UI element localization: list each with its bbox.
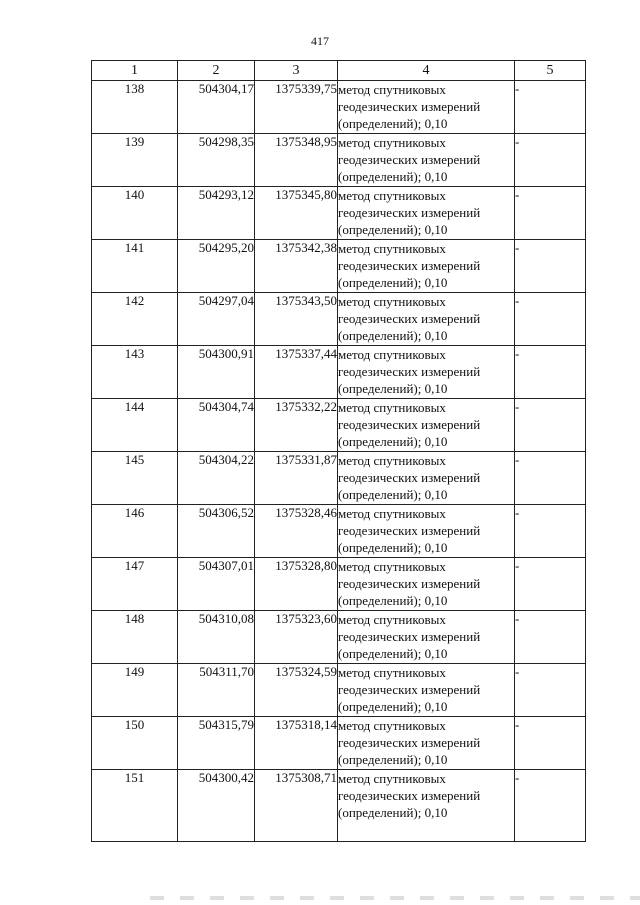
method-line: метод спутниковых bbox=[338, 400, 446, 415]
x-coordinate-cell: 504304,22 bbox=[178, 452, 255, 505]
note-cell: - bbox=[515, 558, 586, 611]
method-line: метод спутниковых bbox=[338, 82, 446, 97]
method-line: (определений); 0,10 bbox=[338, 169, 448, 184]
y-coordinate-cell: 1375318,14 bbox=[255, 717, 338, 770]
method-cell bbox=[338, 664, 515, 717]
point-number-cell: 147 bbox=[92, 558, 178, 611]
note-cell: - bbox=[515, 717, 586, 770]
point-number-cell: 142 bbox=[92, 293, 178, 346]
method-cell bbox=[338, 770, 515, 842]
y-coordinate-cell: 1375308,71 bbox=[255, 770, 338, 842]
method-cell bbox=[338, 240, 515, 293]
y-coordinate-cell: 1375328,80 bbox=[255, 558, 338, 611]
note-cell: - bbox=[515, 346, 586, 399]
point-number-cell: 139 bbox=[92, 134, 178, 187]
x-coordinate-cell: 504304,17 bbox=[178, 81, 255, 134]
table-row bbox=[92, 346, 586, 399]
note-cell: - bbox=[515, 134, 586, 187]
x-coordinate-cell: 504298,35 bbox=[178, 134, 255, 187]
method-line: геодезических измерений bbox=[338, 152, 481, 167]
y-coordinate-cell: 1375332,22 bbox=[255, 399, 338, 452]
y-coordinate-cell: 1375323,60 bbox=[255, 611, 338, 664]
point-number-cell: 150 bbox=[92, 717, 178, 770]
y-coordinate-cell: 1375328,46 bbox=[255, 505, 338, 558]
method-line: геодезических измерений bbox=[338, 523, 481, 538]
table-row bbox=[92, 399, 586, 452]
method-line: метод спутниковых bbox=[338, 559, 446, 574]
x-coordinate-cell: 504310,08 bbox=[178, 611, 255, 664]
method-line: (определений); 0,10 bbox=[338, 328, 448, 343]
method-line: (определений); 0,10 bbox=[338, 487, 448, 502]
x-coordinate-cell: 504304,74 bbox=[178, 399, 255, 452]
point-number-cell: 146 bbox=[92, 505, 178, 558]
point-number-cell: 141 bbox=[92, 240, 178, 293]
table-row bbox=[92, 452, 586, 505]
method-line: геодезических измерений bbox=[338, 99, 481, 114]
column-header-5: 5 bbox=[515, 61, 586, 81]
method-line: метод спутниковых bbox=[338, 241, 446, 256]
y-coordinate-cell: 1375324,59 bbox=[255, 664, 338, 717]
method-cell bbox=[338, 505, 515, 558]
note-cell: - bbox=[515, 399, 586, 452]
table-row bbox=[92, 664, 586, 717]
method-line: геодезических измерений bbox=[338, 735, 481, 750]
note-cell: - bbox=[515, 293, 586, 346]
method-line: геодезических измерений bbox=[338, 682, 481, 697]
method-line: геодезических измерений bbox=[338, 470, 481, 485]
method-line: (определений); 0,10 bbox=[338, 593, 448, 608]
point-number-cell: 148 bbox=[92, 611, 178, 664]
point-number-cell: 151 bbox=[92, 770, 178, 842]
method-line: (определений); 0,10 bbox=[338, 381, 448, 396]
point-number-cell: 149 bbox=[92, 664, 178, 717]
x-coordinate-cell: 504300,42 bbox=[178, 770, 255, 842]
method-line: метод спутниковых bbox=[338, 347, 446, 362]
method-line: (определений); 0,10 bbox=[338, 540, 448, 555]
y-coordinate-cell: 1375345,80 bbox=[255, 187, 338, 240]
method-cell bbox=[338, 134, 515, 187]
table-row bbox=[92, 240, 586, 293]
method-cell bbox=[338, 717, 515, 770]
column-header-2: 2 bbox=[178, 61, 255, 81]
y-coordinate-cell: 1375343,50 bbox=[255, 293, 338, 346]
method-line: (определений); 0,10 bbox=[338, 222, 448, 237]
table-row bbox=[92, 187, 586, 240]
coordinates-table bbox=[91, 60, 586, 842]
method-cell bbox=[338, 346, 515, 399]
table-row bbox=[92, 293, 586, 346]
method-line: (определений); 0,10 bbox=[338, 116, 448, 131]
method-line: геодезических измерений bbox=[338, 258, 481, 273]
table-row bbox=[92, 505, 586, 558]
method-line: метод спутниковых bbox=[338, 135, 446, 150]
method-line: (определений); 0,10 bbox=[338, 275, 448, 290]
method-line: метод спутниковых bbox=[338, 612, 446, 627]
method-line: (определений); 0,10 bbox=[338, 699, 448, 714]
point-number-cell: 143 bbox=[92, 346, 178, 399]
y-coordinate-cell: 1375337,44 bbox=[255, 346, 338, 399]
x-coordinate-cell: 504295,20 bbox=[178, 240, 255, 293]
method-line: метод спутниковых bbox=[338, 453, 446, 468]
table-row bbox=[92, 134, 586, 187]
method-line: геодезических измерений bbox=[338, 205, 481, 220]
column-header-1: 1 bbox=[92, 61, 178, 81]
table-body bbox=[92, 81, 586, 842]
note-cell: - bbox=[515, 81, 586, 134]
table-row bbox=[92, 558, 586, 611]
table-row bbox=[92, 81, 586, 134]
point-number-cell: 140 bbox=[92, 187, 178, 240]
x-coordinate-cell: 504300,91 bbox=[178, 346, 255, 399]
x-coordinate-cell: 504315,79 bbox=[178, 717, 255, 770]
method-cell bbox=[338, 558, 515, 611]
method-line: геодезических измерений bbox=[338, 576, 481, 591]
note-cell: - bbox=[515, 452, 586, 505]
page-number: 417 bbox=[311, 34, 329, 48]
y-coordinate-cell: 1375331,87 bbox=[255, 452, 338, 505]
method-line: геодезических измерений bbox=[338, 311, 481, 326]
method-cell bbox=[338, 293, 515, 346]
y-coordinate-cell: 1375348,95 bbox=[255, 134, 338, 187]
x-coordinate-cell: 504311,70 bbox=[178, 664, 255, 717]
column-header-3: 3 bbox=[255, 61, 338, 81]
point-number-cell: 144 bbox=[92, 399, 178, 452]
table-row bbox=[92, 717, 586, 770]
note-cell: - bbox=[515, 770, 586, 842]
y-coordinate-cell: 1375339,75 bbox=[255, 81, 338, 134]
table-row bbox=[92, 611, 586, 664]
table-header-row bbox=[92, 61, 586, 81]
x-coordinate-cell: 504307,01 bbox=[178, 558, 255, 611]
method-line: метод спутниковых bbox=[338, 665, 446, 680]
method-line: геодезических измерений bbox=[338, 417, 481, 432]
method-cell bbox=[338, 399, 515, 452]
x-coordinate-cell: 504297,04 bbox=[178, 293, 255, 346]
method-cell bbox=[338, 452, 515, 505]
method-line: геодезических измерений bbox=[338, 364, 481, 379]
y-coordinate-cell: 1375342,38 bbox=[255, 240, 338, 293]
method-line: метод спутниковых bbox=[338, 771, 446, 786]
note-cell: - bbox=[515, 505, 586, 558]
column-header-4: 4 bbox=[338, 61, 515, 81]
method-line: (определений); 0,10 bbox=[338, 805, 448, 820]
method-line: (определений); 0,10 bbox=[338, 752, 448, 767]
point-number-cell: 145 bbox=[92, 452, 178, 505]
table-row bbox=[92, 770, 586, 842]
method-line: метод спутниковых bbox=[338, 294, 446, 309]
bottom-edge-artifact bbox=[150, 896, 640, 900]
note-cell: - bbox=[515, 664, 586, 717]
method-cell bbox=[338, 187, 515, 240]
method-line: (определений); 0,10 bbox=[338, 646, 448, 661]
method-cell bbox=[338, 81, 515, 134]
method-line: геодезических измерений bbox=[338, 629, 481, 644]
method-cell bbox=[338, 611, 515, 664]
method-line: метод спутниковых bbox=[338, 506, 446, 521]
method-line: (определений); 0,10 bbox=[338, 434, 448, 449]
note-cell: - bbox=[515, 187, 586, 240]
x-coordinate-cell: 504306,52 bbox=[178, 505, 255, 558]
note-cell: - bbox=[515, 611, 586, 664]
method-line: метод спутниковых bbox=[338, 188, 446, 203]
method-line: геодезических измерений bbox=[338, 788, 481, 803]
x-coordinate-cell: 504293,12 bbox=[178, 187, 255, 240]
method-line: метод спутниковых bbox=[338, 718, 446, 733]
note-cell: - bbox=[515, 240, 586, 293]
point-number-cell: 138 bbox=[92, 81, 178, 134]
